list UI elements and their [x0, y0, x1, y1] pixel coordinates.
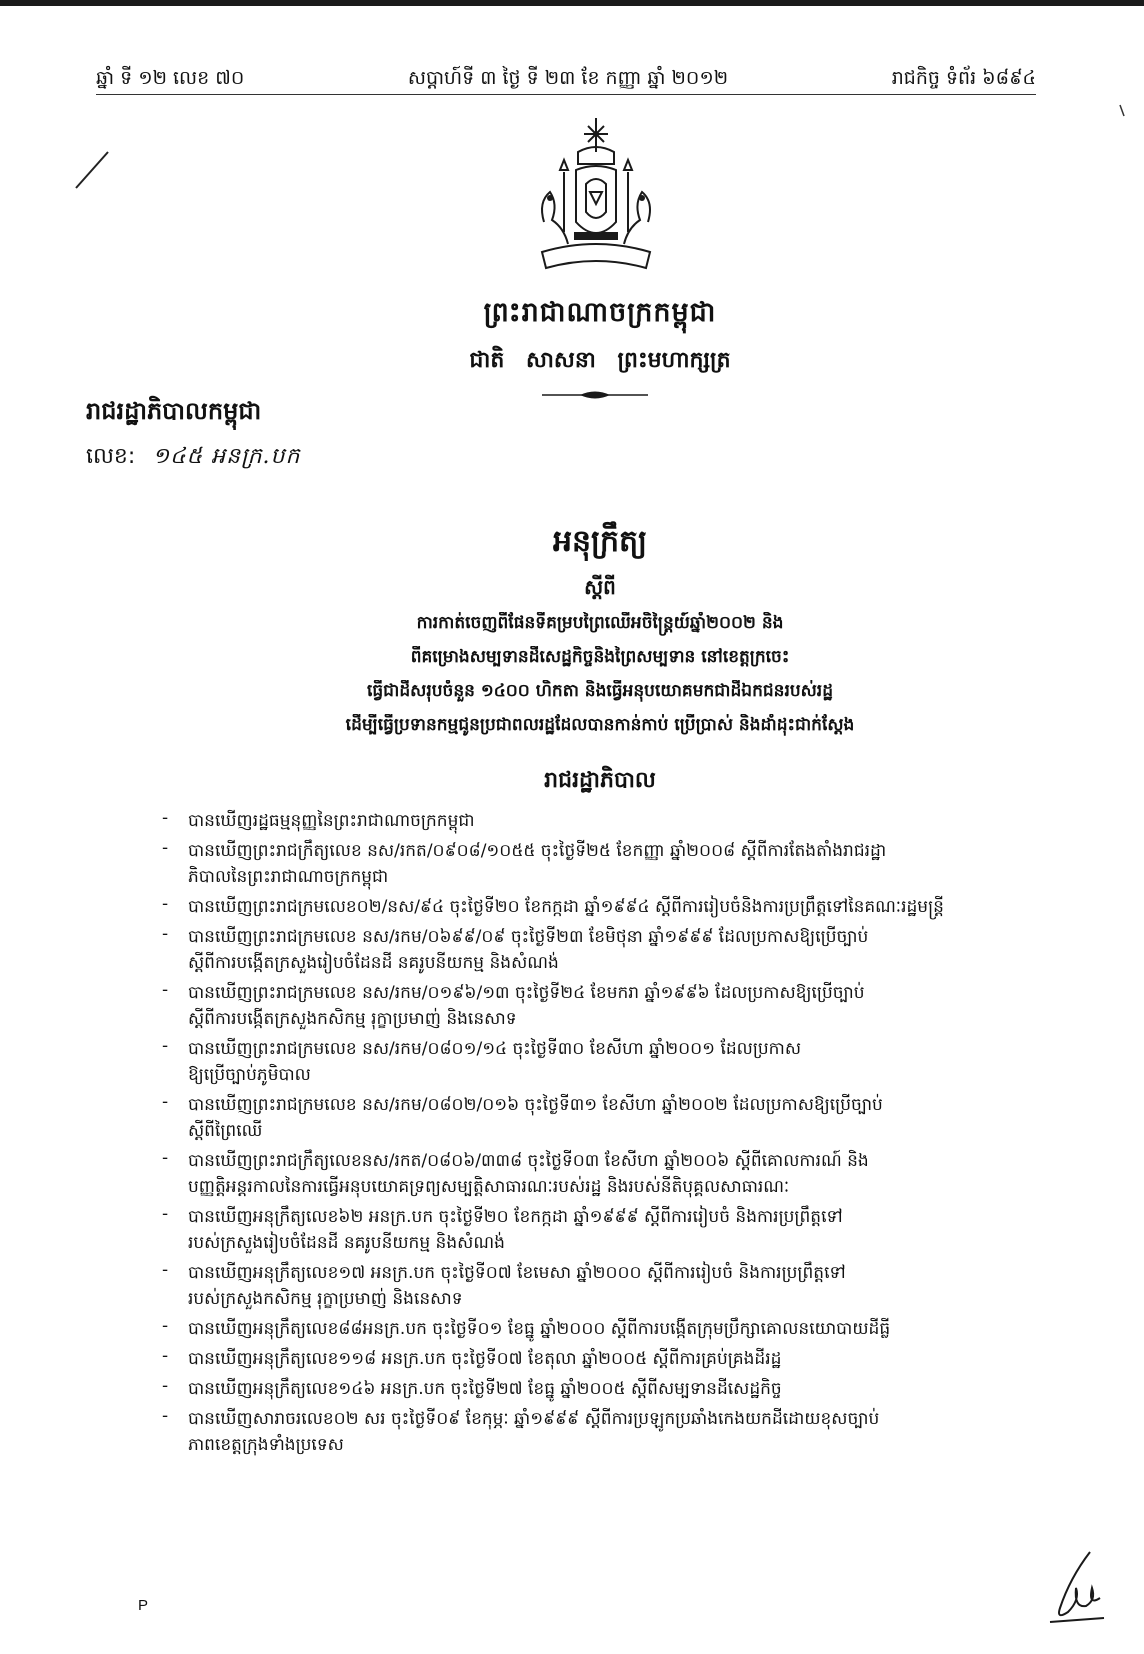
- list-dash: -: [162, 1376, 169, 1396]
- preamble-text: បានឃើញព្រះរាជក្រមលេខ០២/នស/៩៤ ចុះថ្ងៃទី២០ ខែកក្កដា ឆ្នាំ១៩៩៤ ស្តីពីការរៀបចំនិងការប្រព្រឹត្តទៅនៃគណៈរដ្ឋមន្ត្រី: [188, 897, 944, 917]
- preamble-item: [158, 1316, 1058, 1342]
- issuing-government: រាជរដ្ឋាភិបាលកម្ពុជា: [86, 397, 262, 425]
- list-dash: -: [162, 1092, 169, 1112]
- list-dash: -: [162, 980, 169, 1000]
- list-dash: -: [162, 1260, 169, 1280]
- section-title: រាជរដ្ឋាភិបាល: [544, 768, 656, 793]
- preamble-item: [158, 1148, 1058, 1200]
- gazette-header: [96, 64, 1036, 95]
- preamble-text: បានឃើញរដ្ឋធម្មនុញ្ញនៃព្រះរាជាណាចក្រកម្ពុជា: [188, 811, 475, 831]
- subject-label: ស្តីពី: [584, 575, 616, 599]
- gazette-page: រាជកិច្ច ទំព័រ ៦៨៩៤: [891, 67, 1036, 89]
- margin-tick-mark: [1118, 104, 1128, 118]
- preamble-text: បានឃើញព្រះរាជក្រមលេខ នស/រកម/០១៩៦/១៣ ចុះថ្ងៃទី២៤ ខែមករា ឆ្នាំ១៩៩៦ ដែលប្រកាសឱ្យប្រើច្បាប់: [188, 983, 865, 1003]
- subject-line: ពីគម្រោងសម្បទានដីសេដ្ឋកិច្ចនិងព្រៃសម្បទាន នៅខេត្តក្រចេះ: [410, 647, 790, 667]
- list-dash: -: [162, 924, 169, 944]
- preamble-text: ភិបាលនៃព្រះរាជាណាចក្រកម្ពុជា: [188, 867, 389, 887]
- scan-top-edge: [0, 0, 1144, 6]
- reference-value: ១៤៥ អនក្រ.បក: [152, 444, 301, 469]
- preamble-text: របស់ក្រសួងរៀបចំដែនដី នគរូបនីយកម្ម និងសំណង់: [188, 1233, 505, 1253]
- reference-label: លេខ:: [86, 444, 136, 469]
- preamble-item: [158, 1260, 1058, 1312]
- list-dash: -: [162, 1204, 169, 1224]
- preamble-item: [158, 980, 1058, 1032]
- list-dash: -: [162, 1316, 169, 1336]
- preamble-item: [158, 1036, 1058, 1088]
- preamble-text: បានឃើញអនុក្រឹត្យលេខ១៧ អនក្រ.បក ចុះថ្ងៃទី០៧ ខែមេសា ឆ្នាំ២០០០ ស្តីពីការរៀបចំ និងការប្រព្រឹត្តទៅ: [188, 1263, 846, 1283]
- preamble-item: [158, 924, 1058, 976]
- preamble-text: បានឃើញព្រះរាជក្រឹត្យលេខនស/រកត/០៨០៦/៣៣៨ ចុះថ្ងៃទី០៣ ខែសីហា ឆ្នាំ២០០៦ ស្តីពីគោលការណ៍ និង: [188, 1151, 869, 1171]
- preamble-text: បានឃើញអនុក្រឹត្យលេខ៦២ អនក្រ.បក ចុះថ្ងៃទី២០ ខែកក្កដា ឆ្នាំ១៩៩៩ ស្តីពីការរៀបចំ និងការប្រព្រឹត្តទៅ: [188, 1207, 843, 1227]
- preamble-text: បញ្ញត្តិអន្តរកាលនៃការធ្វើអនុបយោគទ្រព្យសម្បត្តិសាធារណៈរបស់រដ្ឋ និងរបស់នីតិបុគ្គលសាធារណៈ: [188, 1177, 790, 1197]
- preamble-text: ស្តីពីការបង្កើតក្រសួងកសិកម្ម រុក្ខាប្រមាញ់ និងនេសាទ: [188, 1009, 517, 1029]
- motto-ornament-divider: [540, 388, 650, 402]
- preamble-item: [158, 1346, 1058, 1372]
- preamble-text: ឱ្យប្រើច្បាប់ភូមិបាល: [188, 1065, 311, 1085]
- preamble-text: បានឃើញអនុក្រឹត្យលេខ១៤៦ អនក្រ.បក ចុះថ្ងៃទី២៧ ខែធ្នូ ឆ្នាំ២០០៥ ស្តីពីសម្បទានដីសេដ្ឋកិច្ច: [188, 1379, 782, 1399]
- preamble-text: បានឃើញអនុក្រឹត្យលេខ៨៨អនក្រ.បក ចុះថ្ងៃទី០១ ខែធ្នូ ឆ្នាំ២០០០ ស្តីពីការបង្កើតក្រុមប្រឹក្សាគោលនយោបាយដីធ្លី: [188, 1319, 891, 1339]
- list-dash: -: [162, 838, 169, 858]
- royal-coat-of-arms-icon: [534, 112, 658, 284]
- list-dash: -: [162, 1148, 169, 1168]
- national-motto: ជាតិ សាសនា ព្រះមហាក្សត្រ: [469, 348, 731, 373]
- preamble-text: របស់ក្រសួងកសិកម្ម រុក្ខាប្រមាញ់ និងនេសាទ: [188, 1289, 463, 1309]
- subject-line: ធ្វើជាដីសរុបចំនួន ១៤០០ ហិកតា និងធ្វើអនុបយោគមកជាដីឯកជនរបស់រដ្ឋ: [367, 681, 833, 701]
- preamble-list: [158, 808, 1058, 1462]
- gazette-year-issue: ឆ្នាំ ទី ១២ លេខ ៧០: [96, 67, 245, 89]
- subject-line: ការកាត់ចេញពីផែនទីគម្របព្រៃឈើអចិន្ត្រៃយ៍ឆ្នាំ២០០២ និង: [416, 613, 784, 633]
- preamble-text: បានឃើញព្រះរាជក្រមលេខ នស/រកម/០៨០២/០១៦ ចុះថ្ងៃទី៣១ ខែសីហា ឆ្នាំ២០០២ ដែលប្រកាសឱ្យប្រើច្បាប់: [188, 1095, 883, 1115]
- list-dash: -: [162, 808, 169, 828]
- handwritten-initials-signature: [1030, 1548, 1110, 1628]
- handwritten-slash-mark: [72, 150, 112, 190]
- preamble-item: [158, 894, 1058, 920]
- list-dash: -: [162, 894, 169, 914]
- preamble-text: ស្តីពីព្រៃឈើ: [188, 1121, 263, 1141]
- preamble-text: បានឃើញសារាចរលេខ០២ សរ ចុះថ្ងៃទី០៩ ខែកុម្ភៈ ឆ្នាំ១៩៩៩ ស្តីពីការប្រឡូកប្រឆាំងកេងយកដីដោយខុសច្បាប់: [188, 1409, 880, 1429]
- preamble-item: [158, 1092, 1058, 1144]
- preamble-text: បានឃើញព្រះរាជក្រមលេខ នស/រកម/០៦៩៩/០៩ ចុះថ្ងៃទី២៣ ខែមិថុនា ឆ្នាំ១៩៩៩ ដែលប្រកាសឱ្យប្រើច្បាប់: [188, 927, 869, 947]
- reference-number: [86, 442, 300, 474]
- preamble-item: [158, 808, 1058, 834]
- subject-line: ដើម្បីធ្វើប្រទានកម្មជូនប្រជាពលរដ្ឋដែលបានកាន់កាប់ ប្រើប្រាស់ និងដាំដុះជាក់ស្តែង: [345, 715, 855, 735]
- document-title: អនុក្រឹត្យ: [552, 524, 648, 559]
- list-dash: -: [162, 1036, 169, 1056]
- preamble-text: បានឃើញព្រះរាជក្រឹត្យលេខ នស/រកត/០៩០៨/១០៥៥ ចុះថ្ងៃទី២៥ ខែកញ្ញា ឆ្នាំ២០០៨ ស្តីពីការតែងតាំងរាជរដ្ឋា: [188, 841, 887, 861]
- preamble-item: [158, 838, 1058, 890]
- page-mark: P: [138, 1597, 149, 1614]
- preamble-text: ស្តីពីការបង្កើតក្រសួងរៀបចំដែនដី នគរូបនីយកម្ម និងសំណង់: [188, 953, 559, 973]
- preamble-text: ភាពខេត្តក្រុងទាំងប្រទេស: [188, 1435, 344, 1455]
- preamble-text: បានឃើញអនុក្រឹត្យលេខ១១៨ អនក្រ.បក ចុះថ្ងៃទី០៧ ខែតុលា ឆ្នាំ២០០៥ ស្តីពីការគ្រប់គ្រងដីរដ្ឋ: [188, 1349, 782, 1369]
- list-dash: -: [162, 1346, 169, 1366]
- gazette-date: សប្តាហ៍ទី ៣ ថ្ងៃ ទី ២៣ ខែ កញ្ញា ឆ្នាំ ២០១២: [407, 67, 729, 89]
- kingdom-name: ព្រះរាជាណាចក្រកម្ពុជា: [483, 297, 717, 328]
- preamble-text: បានឃើញព្រះរាជក្រមលេខ នស/រកម/០៨០១/១៤ ចុះថ្ងៃទី៣០ ខែសីហា ឆ្នាំ២០០១ ដែលប្រកាស: [188, 1039, 802, 1059]
- preamble-item: [158, 1406, 1058, 1458]
- list-dash: -: [162, 1406, 169, 1426]
- preamble-item: [158, 1376, 1058, 1402]
- preamble-item: [158, 1204, 1058, 1256]
